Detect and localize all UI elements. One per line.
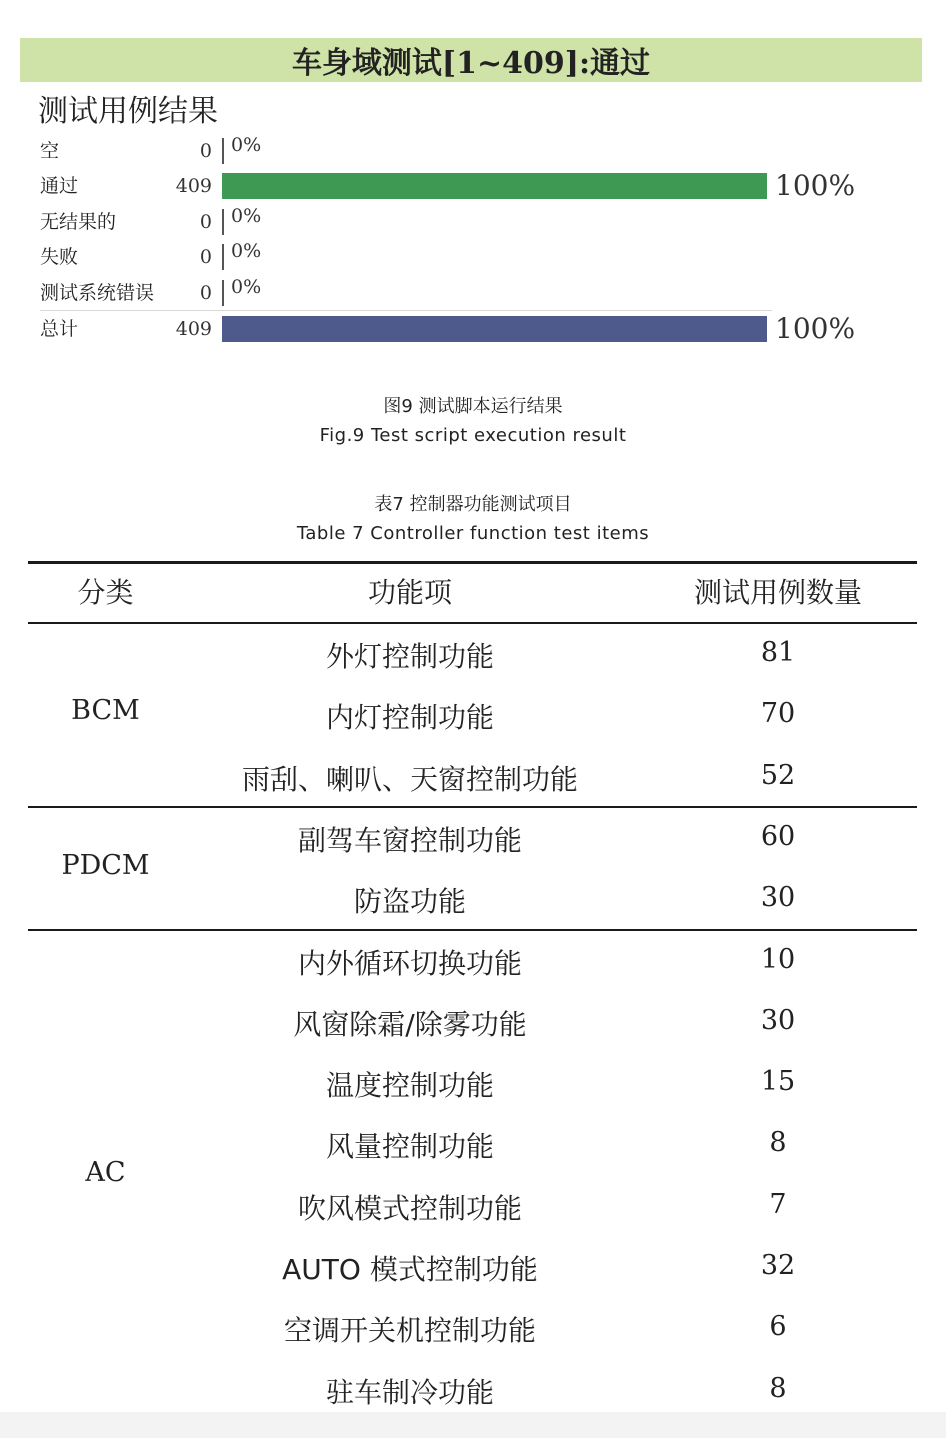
function-cell: 副驾车窗控制功能 xyxy=(297,824,522,857)
function-cell: 外灯控制功能 xyxy=(325,640,494,673)
function-cell: 空调开关机控制功能 xyxy=(283,1314,536,1347)
page-bottom-shadow xyxy=(0,1412,946,1438)
header-rule xyxy=(28,622,917,624)
count-cell: 30 xyxy=(760,882,796,913)
group-rule xyxy=(28,806,917,808)
result-bar-baseline xyxy=(222,280,224,306)
table-caption-cn: 表7 控制器功能测试项目 xyxy=(374,494,572,515)
category-cell: BCM xyxy=(71,695,140,726)
result-label: 失败 xyxy=(40,246,79,268)
function-cell: 雨刮、喇叭、天窗控制功能 xyxy=(241,763,578,796)
result-count: 409 xyxy=(175,318,212,340)
result-percent: 100% xyxy=(775,312,856,345)
result-row xyxy=(0,205,946,239)
count-cell: 15 xyxy=(760,1066,796,1097)
result-label: 总计 xyxy=(40,318,79,340)
count-cell: 8 xyxy=(769,1373,787,1404)
result-bar-baseline xyxy=(222,244,224,270)
count-cell: 52 xyxy=(760,760,796,791)
figure-caption-en: Fig.9 Test script execution result xyxy=(319,425,627,446)
result-percent: 0% xyxy=(231,205,262,227)
function-cell: 驻车制冷功能 xyxy=(325,1376,494,1409)
count-cell: 32 xyxy=(760,1250,796,1281)
result-bar xyxy=(222,316,767,342)
header-category: 分类 xyxy=(77,576,134,609)
result-count: 0 xyxy=(199,246,212,268)
count-cell: 6 xyxy=(769,1311,787,1342)
function-cell: 防盗功能 xyxy=(353,885,466,918)
result-bar xyxy=(222,173,767,199)
count-cell: 7 xyxy=(769,1189,787,1220)
result-percent: 0% xyxy=(231,276,262,298)
count-cell: 60 xyxy=(760,821,796,852)
function-cell: 风量控制功能 xyxy=(325,1130,494,1163)
result-count: 0 xyxy=(199,211,212,233)
result-row xyxy=(0,312,946,346)
function-cell: 温度控制功能 xyxy=(325,1069,494,1102)
result-percent: 0% xyxy=(231,240,262,262)
result-bar-baseline xyxy=(222,138,224,164)
category-cell: PDCM xyxy=(61,850,150,881)
result-row xyxy=(0,276,946,310)
result-count: 0 xyxy=(199,140,212,162)
count-cell: 8 xyxy=(769,1127,787,1158)
header-case-count: 测试用例数量 xyxy=(693,576,862,609)
result-row xyxy=(0,240,946,274)
function-cell: 吹风模式控制功能 xyxy=(297,1192,522,1225)
header-function: 功能项 xyxy=(367,576,452,609)
function-cell: 内外循环切换功能 xyxy=(297,947,522,980)
result-count: 0 xyxy=(199,282,212,304)
figure-caption-cn: 图9 测试脚本运行结果 xyxy=(383,396,563,417)
count-cell: 81 xyxy=(760,637,796,668)
result-row xyxy=(0,169,946,203)
result-label: 测试系统错误 xyxy=(40,282,155,304)
function-cell: AUTO 模式控制功能 xyxy=(282,1253,538,1286)
result-percent: 100% xyxy=(775,169,856,202)
total-separator xyxy=(40,310,772,311)
count-cell: 30 xyxy=(760,1005,796,1036)
group-rule xyxy=(28,929,917,931)
function-cell: 风窗除霜/除雾功能 xyxy=(293,1008,527,1041)
function-cell: 内灯控制功能 xyxy=(325,701,494,734)
result-percent: 0% xyxy=(231,134,262,156)
count-cell: 70 xyxy=(760,698,796,729)
category-cell: AC xyxy=(85,1157,126,1188)
result-label: 通过 xyxy=(40,175,79,197)
result-count: 409 xyxy=(175,175,212,197)
table-caption-en: Table 7 Controller function test items xyxy=(296,523,650,544)
result-bar-baseline xyxy=(222,209,224,235)
page-banner-title: 车身域测试[1~409]:通过 xyxy=(20,38,922,82)
result-label: 空 xyxy=(40,140,60,162)
result-row xyxy=(0,134,946,168)
result-label: 无结果的 xyxy=(40,211,117,233)
count-cell: 10 xyxy=(760,944,796,975)
section-title: 测试用例结果 xyxy=(38,94,218,129)
